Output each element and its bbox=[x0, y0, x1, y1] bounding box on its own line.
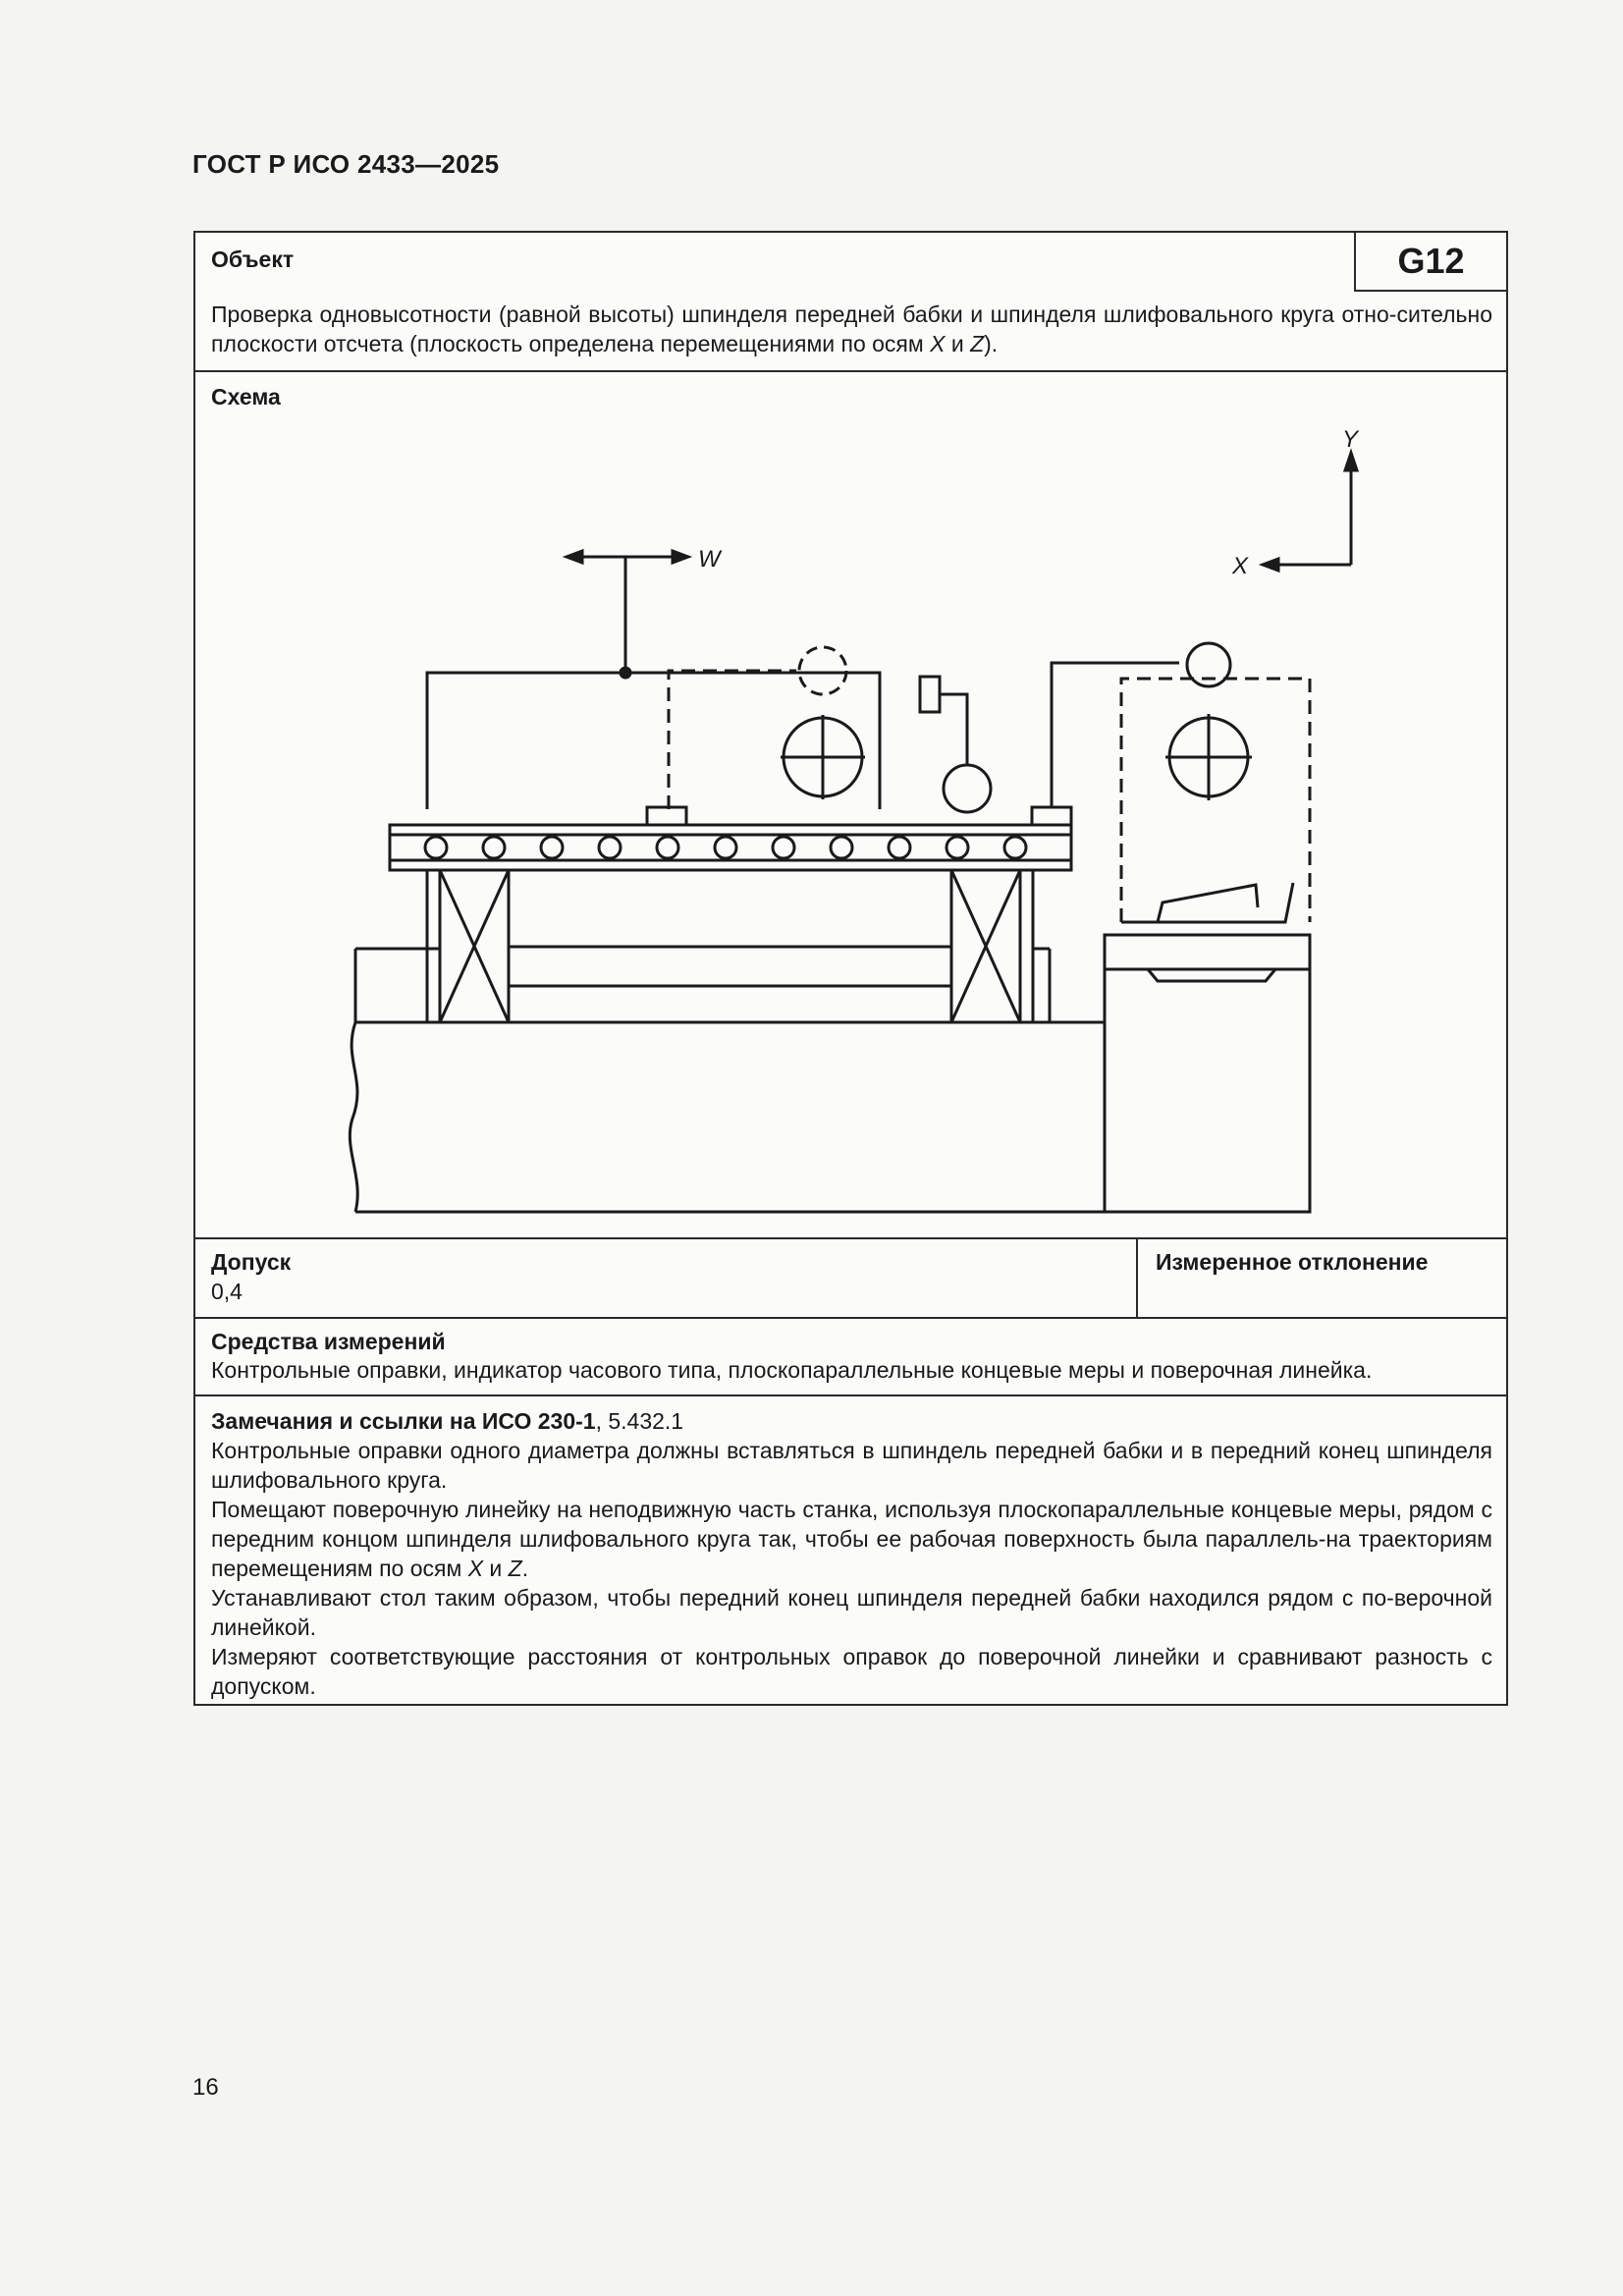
grinding-wheel-spindle bbox=[1165, 714, 1252, 800]
instruments-label: Средства измерений bbox=[211, 1329, 446, 1354]
w-axis-arrow bbox=[567, 551, 688, 678]
remarks-paragraph-3: Устанавливают стол таким образом, чтобы передний конец шпинделя передней бабки находился рядом с по-верочной линейкой. bbox=[211, 1585, 1492, 1640]
straightedge-bar bbox=[390, 825, 1071, 870]
machine-scheme-diagram bbox=[195, 372, 1506, 1237]
tolerance-section bbox=[195, 1239, 1506, 1319]
object-description: Проверка одновысотности (равной высоты) шпинделя передней бабки и шпинделя шлифовального круга отно-сительно плоскости отсчета (плоскость определена перемещениями по осям X и Z). bbox=[211, 301, 1492, 356]
test-card bbox=[193, 231, 1508, 1706]
tolerance-value: 0,4 bbox=[211, 1279, 243, 1304]
object-label: Объект bbox=[211, 246, 295, 272]
w-axis-label: W bbox=[698, 546, 721, 573]
y-axis-label: Y bbox=[1342, 426, 1359, 453]
object-section bbox=[195, 233, 1506, 372]
page-number: 16 bbox=[192, 2074, 219, 2101]
instruments-section bbox=[195, 1319, 1506, 1396]
scheme-label: Схема bbox=[211, 384, 281, 410]
xy-axis-indicator bbox=[1263, 453, 1357, 571]
instruments-text: Контрольные оправки, индикатор часового типа, плоскопараллельные концевые меры и поверочная линейка. bbox=[211, 1357, 1373, 1383]
test-code: G12 bbox=[1354, 233, 1506, 292]
remarks-paragraph-4: Измеряют соответствующие расстояния от контрольных оправок до поверочной линейки и сравнивают разность с допуском. bbox=[211, 1644, 1492, 1699]
remarks-heading: Замечания и ссылки на ИСО 230-1, 5.432.1 bbox=[211, 1408, 684, 1434]
measured-deviation-label: Измеренное отклонение bbox=[1156, 1249, 1429, 1275]
x-axis-label: X bbox=[1232, 553, 1249, 579]
remarks-paragraph-1: Контрольные оправки одного диаметра должны вставляться в шпиндель передней бабки и в передний конец шпинделя шлифовального круга. bbox=[211, 1438, 1492, 1493]
headstock-spindle bbox=[781, 715, 865, 799]
remarks-section bbox=[195, 1396, 1506, 1706]
tolerance-label: Допуск bbox=[211, 1249, 292, 1275]
document-header: ГОСТ Р ИСО 2433—2025 bbox=[192, 149, 500, 179]
tolerance-cell bbox=[195, 1239, 1138, 1317]
scheme-section bbox=[195, 372, 1506, 1239]
remarks-paragraph-2: Помещают поверочную линейку на неподвижную часть станка, используя плоскопараллельные концевые меры, рядом с передним концом шпинделя шлифовального круга так, чтобы ее рабочая поверхность была параллель-на траекториям перемещениям по осям X и Z. bbox=[211, 1497, 1492, 1581]
